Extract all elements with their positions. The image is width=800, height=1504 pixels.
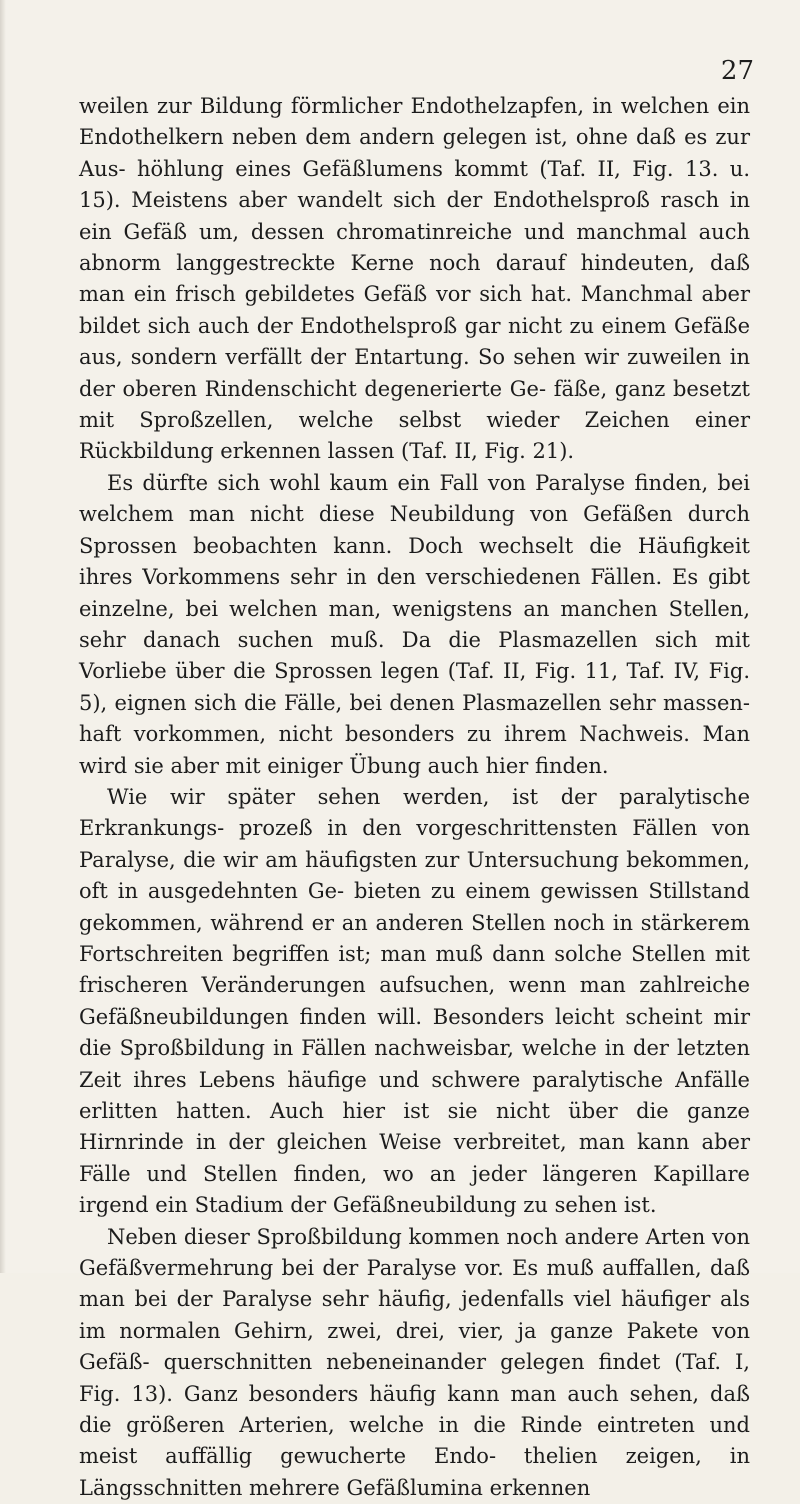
paragraph-4: Neben dieser Sproßbildung kommen noch andere Arten von Gefäßvermehrung bei der Paralyse vor. Es muß auffallen, daß man bei der Paralyse sehr häufig, jedenfalls viel häufiger als im normalen Gehirn, zwei, drei, vier, ja ganze Pakete von Gefäß- querschnitten nebeneinander gelegen findet (Taf. I, Fig. 13). Ganz besonders häufig kann man auch sehen, daß die größeren Arterien, welche in die Rinde eintreten und meist auffällig gewucherte Endo- thelien zeigen, in Längsschnitten mehrere Gefäßlumina erkennen: [79, 1224, 750, 1500]
page-edge-shadow: [0, 0, 6, 1273]
paragraph-2: Es dürfte sich wohl kaum ein Fall von Paralyse finden, bei welchem man nicht diese Neubildung von Gefäßen durch Sprossen beobachten kann. Doch wechselt die Häufigkeit ihres Vorkommens sehr in den verschiedenen Fällen. Es gibt einzelne, bei welchen man, wenigstens an manchen Stellen, sehr danach suchen muß. Da die Plasmazellen sich mit Vorliebe über die Sprossen legen (Taf. II, Fig. 11, Taf. IV, Fig. 5), eignen sich die Fälle, bei denen Plasmazellen sehr massen- haft vorkommen, nicht besonders zu ihrem Nachweis. Man wird sie aber mit einiger Übung auch hier finden.: [79, 470, 750, 778]
body-text: [79, 91, 750, 1504]
page-number: 27: [720, 56, 754, 86]
paragraph-3: Wie wir später sehen werden, ist der paralytische Erkrankungs- prozeß in den vorgeschrittensten Fällen von Paralyse, die wir am häufigsten zur Untersuchung bekommen, oft in ausgedehnten Ge- bieten zu einem gewissen Stillstand gekommen, während er an anderen Stellen noch in stärkerem Fortschreiten begriffen ist; man muß dann solche Stellen mit frischeren Veränderungen aufsuchen, wenn man zahlreiche Gefäßneubildungen finden will. Besonders leicht scheint mir die Sproßbildung in Fällen nachweisbar, welche in der letzten Zeit ihres Lebens häufige und schwere paralytische Anfälle erlitten hatten. Auch hier ist sie nicht über die ganze Hirnrinde in der gleichen Weise verbreitet, man kann aber Fälle und Stellen finden, wo an jeder längeren Kapillare irgend ein Stadium der Gefäßneubildung zu sehen ist.: [79, 784, 750, 1218]
paragraph-1: weilen zur Bildung förmlicher Endothelzapfen, in welchen ein Endothelkern neben dem andern gelegen ist, ohne daß es zur Aus- höhlung eines Gefäßlumens kommt (Taf. II, Fig. 13. u. 15). Meistens aber wandelt sich der Endothelsproß rasch in ein Gefäß um, dessen chromatinreiche und manchmal auch abnorm langgestreckte Kerne noch darauf hindeuten, daß man ein frisch gebildetes Gefäß vor sich hat. Manchmal aber bildet sich auch der Endothelsproß gar nicht zu einem Gefäße aus, sondern verfällt der Entartung. So sehen wir zuweilen in der oberen Rindenschicht degenerierte Ge- fäße, ganz besetzt mit Sproßzellen, welche selbst wieder Zeichen einer Rückbildung erkennen lassen (Taf. II, Fig. 21).: [79, 94, 750, 464]
